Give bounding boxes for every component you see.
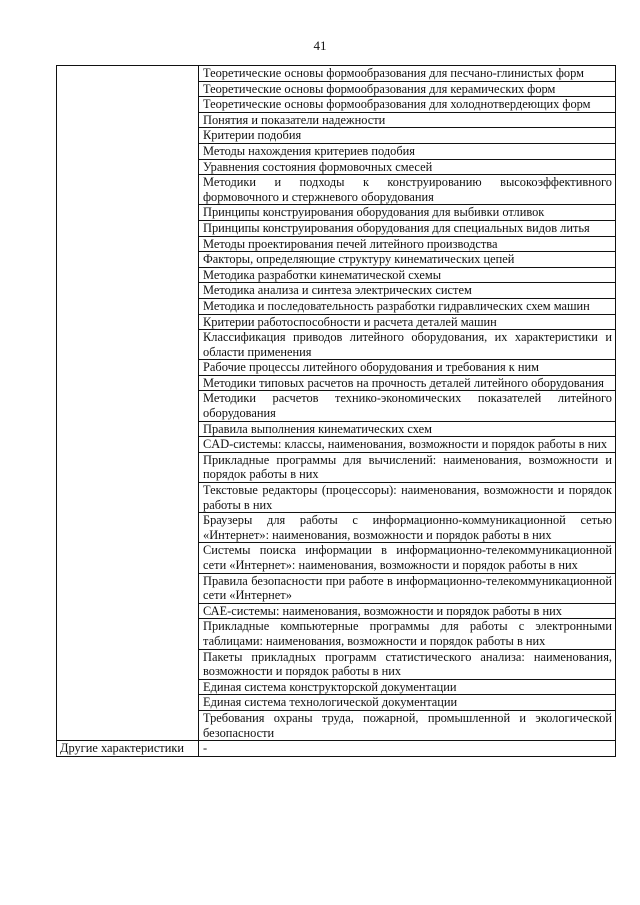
knowledge-item: Принципы конструирования оборудования для выбивки отливок xyxy=(199,205,616,221)
knowledge-item: Понятия и показатели надежности xyxy=(199,112,616,128)
knowledge-item: Прикладные программы для вычислений: наименования, возможности и порядок работы в них xyxy=(199,452,616,482)
other-characteristics-value: - xyxy=(199,741,616,757)
knowledge-item: Принципы конструирования оборудования для специальных видов литья xyxy=(199,220,616,236)
knowledge-item: Методы проектирования печей литейного производства xyxy=(199,236,616,252)
knowledge-item: Правила выполнения кинематических схем xyxy=(199,421,616,437)
knowledge-item: Теоретические основы формообразования для песчано-глинистых форм xyxy=(199,66,616,82)
knowledge-item: CAD-системы: классы, наименования, возможности и порядок работы в них xyxy=(199,437,616,453)
table-row xyxy=(57,741,616,757)
knowledge-item: Текстовые редакторы (процессоры): наименования, возможности и порядок работы в них xyxy=(199,483,616,513)
knowledge-item: Методика анализа и синтеза электрических систем xyxy=(199,283,616,299)
knowledge-item: Факторы, определяющие структуру кинематических цепей xyxy=(199,252,616,268)
knowledge-item: Критерии подобия xyxy=(199,128,616,144)
knowledge-item: Требования охраны труда, пожарной, промышленной и экологической безопасности xyxy=(199,710,616,740)
knowledge-item: Методика разработки кинематической схемы xyxy=(199,267,616,283)
knowledge-item: Единая система технологической документации xyxy=(199,695,616,711)
knowledge-item: Теоретические основы формообразования для холоднотвердеющих форм xyxy=(199,97,616,113)
knowledge-item: Критерии работоспособности и расчета деталей машин xyxy=(199,314,616,330)
knowledge-item: Единая система конструкторской документации xyxy=(199,679,616,695)
knowledge-item: Методика и последовательность разработки гидравлических схем машин xyxy=(199,298,616,314)
knowledge-item: САЕ-системы: наименования, возможности и порядок работы в них xyxy=(199,603,616,619)
table-row xyxy=(57,66,616,82)
knowledge-item: Системы поиска информации в информационно-телекоммуникационной сети «Интернет»: наименования, возможности и порядок работы в них xyxy=(199,543,616,573)
knowledge-item: Методики типовых расчетов на прочность деталей литейного оборудования xyxy=(199,375,616,391)
knowledge-item: Методы нахождения критериев подобия xyxy=(199,143,616,159)
knowledge-item: Методики расчетов технико-экономических показателей литейного оборудования xyxy=(199,391,616,421)
knowledge-item: Теоретические основы формообразования для керамических форм xyxy=(199,81,616,97)
knowledge-item: Правила безопасности при работе в информационно-телекоммуникационной сети «Интернет» xyxy=(199,573,616,603)
knowledge-item: Прикладные компьютерные программы для работы с электронными таблицами: наименования, возможности и порядок работы в них xyxy=(199,619,616,649)
knowledge-item: Рабочие процессы литейного оборудования и требования к ним xyxy=(199,360,616,376)
merged-category-cell xyxy=(57,66,199,741)
other-characteristics-label: Другие характеристики xyxy=(57,741,199,757)
knowledge-item: Методики и подходы к конструированию высокоэффективного формовочного и стержневого оборудования xyxy=(199,175,616,205)
knowledge-item: Браузеры для работы с информационно-коммуникационной сетью «Интернет»: наименования, возможности и порядок работы в них xyxy=(199,513,616,543)
page-number: 41 xyxy=(313,38,327,53)
requirements-table-body xyxy=(57,66,616,757)
requirements-table xyxy=(56,65,616,757)
knowledge-item: Пакеты прикладных программ статистического анализа: наименования, возможности и порядок работы в них xyxy=(199,649,616,679)
knowledge-item: Уравнения состояния формовочных смесей xyxy=(199,159,616,175)
knowledge-item: Классификация приводов литейного оборудования, их характеристики и области применения xyxy=(199,330,616,360)
